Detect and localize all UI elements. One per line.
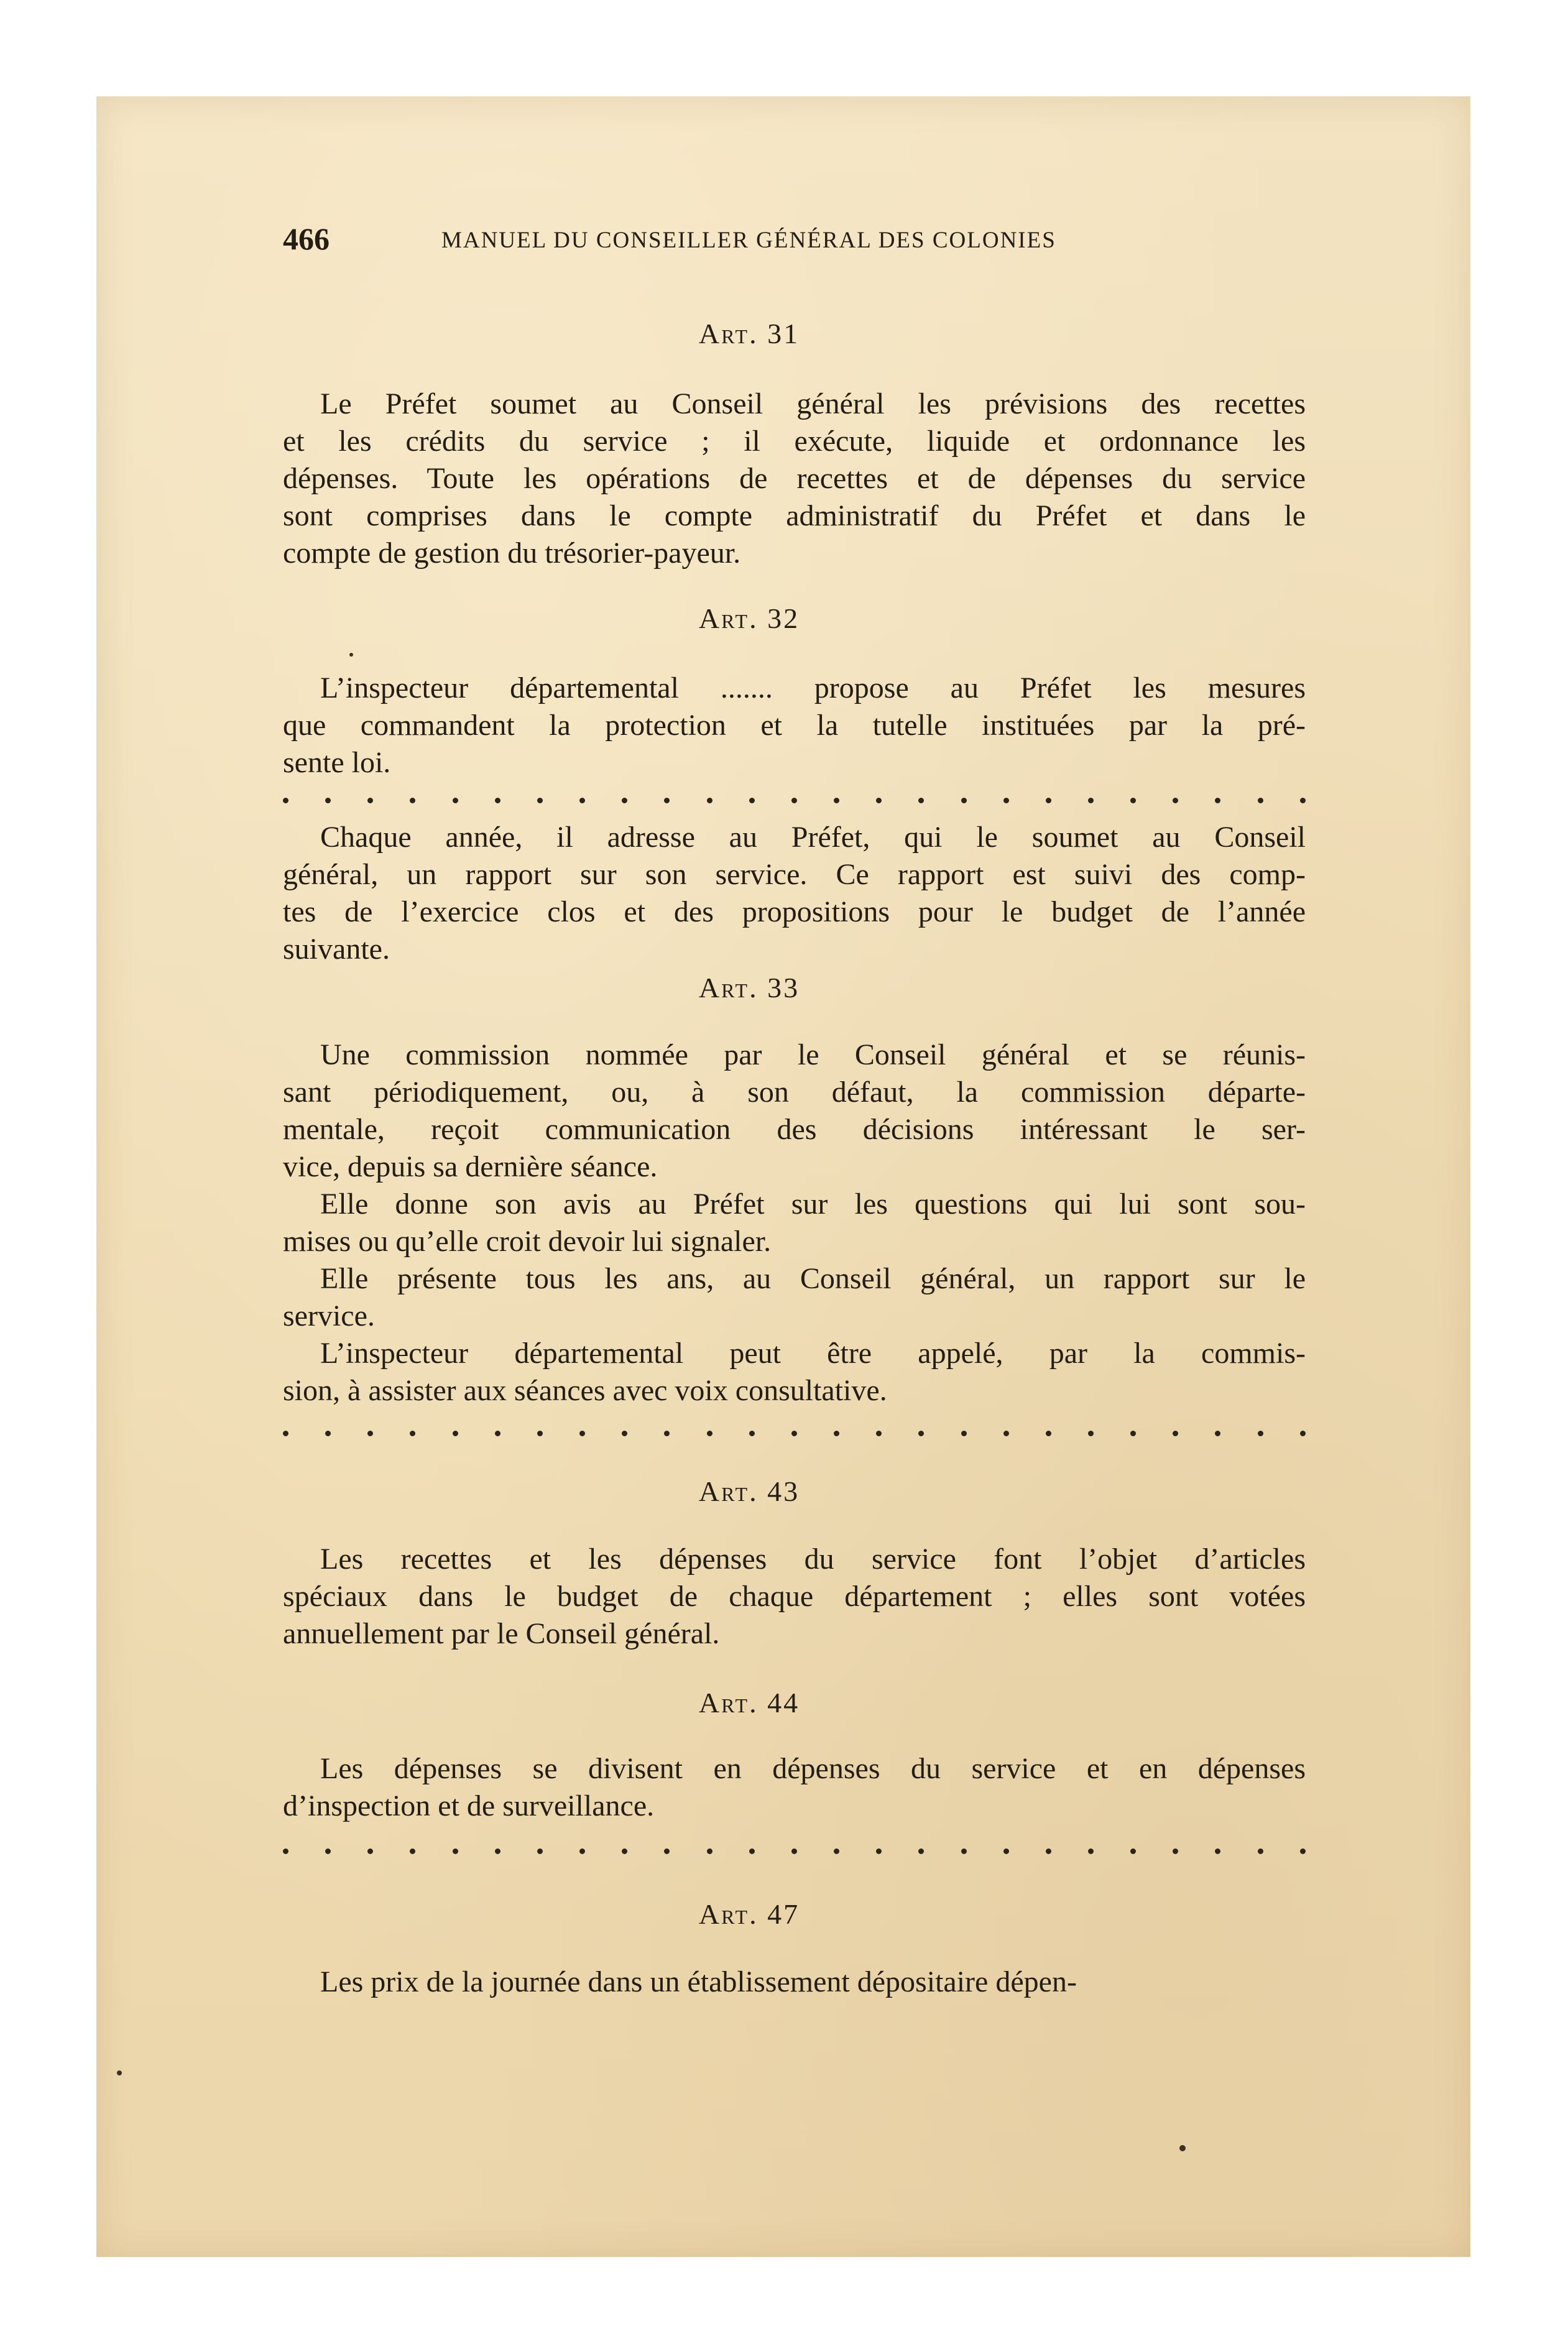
- scan-speck: [349, 653, 353, 657]
- article-33-paragraph-4: L’inspecteur départemental peut être appelé, par la commis- sion, à assister aux séances avec voix consultative.: [283, 1337, 1306, 1407]
- article-33-paragraph-3: Elle présente tous les ans, au Conseil général, un rapport sur le service.: [283, 1262, 1306, 1332]
- article-heading-32: Art. 32: [698, 602, 800, 634]
- scan-speck: [117, 2070, 122, 2075]
- running-header: [283, 221, 1352, 264]
- omission-dots: [283, 1842, 1306, 1860]
- article-33-paragraph-2: Elle donne son avis au Préfet sur les questions qui lui sont sou- mises ou qu’elle croit devoir lui signaler.: [283, 1188, 1306, 1258]
- article-heading-43: Art. 43: [698, 1475, 800, 1507]
- article-heading-47: Art. 47: [698, 1898, 800, 1930]
- running-title: MANUEL DU CONSEILLER GÉNÉRAL DES COLONIES: [441, 228, 1056, 253]
- page-number: 466: [283, 221, 330, 256]
- scan-speck: [1179, 2145, 1186, 2151]
- article-heading-44: Art. 44: [698, 1687, 800, 1719]
- omission-dots: [283, 791, 1306, 810]
- article-heading-33: Art. 33: [698, 972, 800, 1004]
- article-44-paragraph-1: Les dépenses se divisent en dépenses du service et en dépenses d’inspection et de surveillance.: [283, 1752, 1306, 1822]
- article-heading-31: Art. 31: [698, 318, 800, 349]
- article-32-paragraph-1: L’inspecteur départemental ....... propose au Préfet les mesures que commandent la protection et la tutelle instituées par la pré- sente loi.: [283, 671, 1306, 779]
- article-32-paragraph-2: Chaque année, il adresse au Préfet, qui le soumet au Conseil général, un rapport sur son service. Ce rapport est suivi des comp- tes de l’exercice clos et des propositions pour le budget de l’année suivante.: [283, 821, 1306, 966]
- omission-dots: [283, 1424, 1306, 1442]
- article-47-paragraph-1: Les prix de la journée dans un établissement dépositaire dépen-: [320, 1965, 1077, 1998]
- article-31-paragraph-1: Le Préfet soumet au Conseil général les prévisions des recettes et les crédits du service ; il exécute, liquide et ordonnance les dépenses. Toute les opérations de recettes et de dépenses du service sont comprises dans le compte administratif du Préfet et dans le compte de gestion du trésorier-payeur.: [283, 387, 1306, 570]
- article-43-paragraph-1: Les recettes et les dépenses du service font l’objet d’articles spéciaux dans le budget de chaque département ; elles sont votées annuellement par le Conseil général.: [283, 1543, 1306, 1650]
- article-33-paragraph-1: Une commission nommée par le Conseil général et se réunis- sant périodiquement, ou, à son défaut, la commission départe- mentale, reçoit communication des décisions intéressant le ser- vice, depuis sa dernière séance.: [283, 1038, 1306, 1183]
